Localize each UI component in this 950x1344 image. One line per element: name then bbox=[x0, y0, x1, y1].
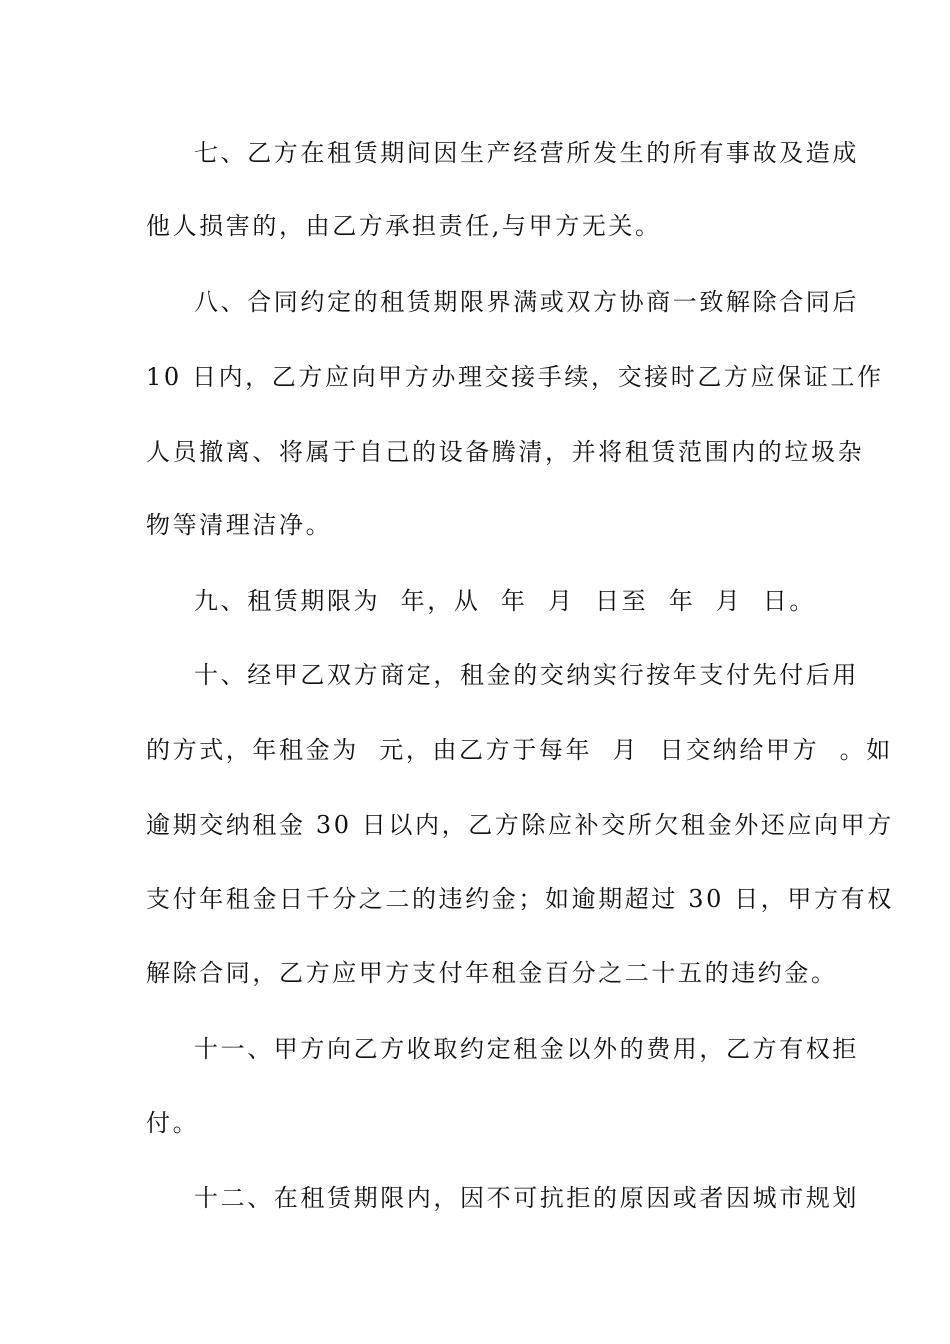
clause-7-line-1: 七、乙方在租赁期间因生产经营所发生的所有事故及造成 bbox=[194, 139, 859, 167]
clause-10-line-5: 解除合同，乙方应甲方支付年租金百分之二十五的违约金。 bbox=[146, 959, 838, 987]
clause-11-line-1: 十一、甲方向乙方收取约定租金以外的费用，乙方有权拒 bbox=[194, 1035, 859, 1063]
clause-8-line-3: 人员撤离、将属于自己的设备腾清，并将租赁范围内的垃圾杂 bbox=[146, 438, 865, 466]
clause-10-line-2: 的方式，年租金为 元，由乙方于每年 月 日交纳给甲方 。如 bbox=[146, 736, 893, 764]
clause-7-line-2: 他人损害的，由乙方承担责任,与甲方无关。 bbox=[146, 212, 662, 240]
clause-8-line-4: 物等清理洁净。 bbox=[146, 511, 333, 539]
clause-12-line-1: 十二、在租赁期限内，因不可抗拒的原因或者因城市规划 bbox=[194, 1184, 859, 1212]
clause-10-line-3: 逾期交纳租金 30 日以内，乙方除应补交所欠租金外还应向甲方 bbox=[146, 811, 894, 839]
clause-8-line-1: 八、合同约定的租赁期限界满或双方协商一致解除合同后 bbox=[194, 288, 859, 316]
clause-8-line-2: 10 日内，乙方应向甲方办理交接手续，交接时乙方应保证工作 bbox=[146, 363, 884, 391]
clause-9-line-1: 九、租赁期限为 年，从 年 月 日至 年 月 日。 bbox=[194, 587, 817, 615]
clause-10-line-1: 十、经甲乙双方商定，租金的交纳实行按年支付先付后用 bbox=[194, 661, 859, 689]
clause-10-line-4: 支付年租金日千分之二的违约金；如逾期超过 30 日，甲方有权 bbox=[146, 885, 894, 913]
clause-11-line-2: 付。 bbox=[146, 1109, 200, 1137]
